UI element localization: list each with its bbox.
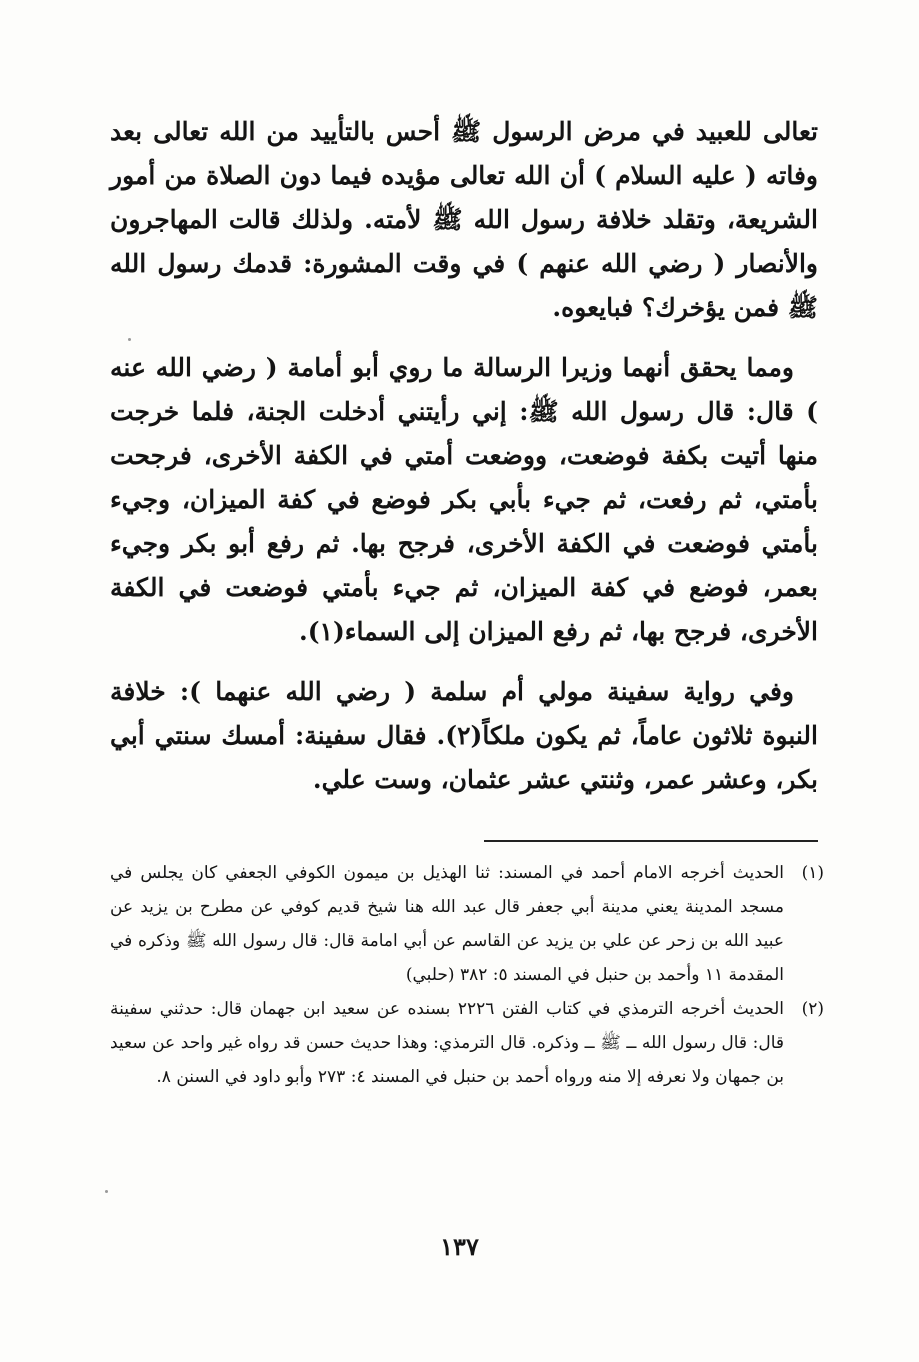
footnotes <box>110 856 824 1094</box>
footnote-number: (١) <box>801 863 824 883</box>
footnote-1 <box>110 856 824 992</box>
paragraph-2: ومما يحقق أنهما وزيرا الرسالة ما روي أبو أمامة ( رضي الله عنه ) قال: قال رسول الله ﷺ: إني رأيتني أدخلت الجنة، فلما خرجت منها أتيت بكفة فوضعت، ووضعت أمتي في الكفة الأخرى، فرجحت بأمتي، ثم رفعت، ثم جيء بأبي بكر فوضع في كفة الميزان، وجيء بأمتي فوضعت في الكفة الأخرى، فرجح بها. ثم رفع أبو بكر وجيء بعمر، فوضع في كفة الميزان، ثم جيء بأمتي فوضعت في الكفة الأخرى، فرجح بها، ثم رفع الميزان إلى السماء(١). <box>110 353 818 646</box>
footnote-separator <box>484 840 818 842</box>
footnote-number: (٢) <box>801 999 824 1019</box>
scan-speck <box>128 338 131 341</box>
paragraph-3: وفي رواية سفينة مولي أم سلمة ( رضي الله عنهما ): خلافة النبوة ثلاثون عاماً، ثم يكون ملكاً(٢). فقال سفينة: أمسك سنتي أبي بكر، وعشر عمر، وثنتي عشر عثمان، وست علي. <box>110 677 818 794</box>
footnote-text: الحديث أخرجه الترمذي في كتاب الفتن ٢٢٢٦ بسنده عن سعيد ابن جهمان قال: حدثني سفينة قال: قال رسول الله ــ ﷺ ــ وذكره. قال الترمذي: وهذا حديث حسن قد رواه غير واحد عن سعيد بن جمهان ولا نعرفه إلا منه ورواه أحمد بن حنبل في المسند ٤: ٢٧٣ وأبو داود في السنن ٨. <box>110 999 785 1087</box>
main-text <box>110 110 818 818</box>
paragraph-1: تعالى للعبيد في مرض الرسول ﷺ أحس بالتأييد من الله تعالى بعد وفاته ( عليه السلام ) أن الله تعالى مؤيده فيما دون الصلاة من أمور الشريعة، وتقلد خلافة رسول الله ﷺ لأمته. ولذلك قالت المهاجرون والأنصار ( رضي الله عنهم ) في وقت المشورة: قدمك رسول الله ﷺ فمن يؤخرك؟ فبايعوه. <box>110 117 818 322</box>
footnote-text: الحديث أخرجه الامام أحمد في المسند: ثنا الهذيل بن ميمون الكوفي الجعفي كان يجلس في مسجد المدينة يعني مدينة أبي جعفر قال عبد الله هنا شيخ قديم كوفي عن مطرح بن يزيد عن عبيد الله بن زحر عن علي بن يزيد عن القاسم عن أبي امامة قال: قال رسول الله ﷺ وذكره في المقدمة ١١ وأحمد بن حنبل في المسند ٥: ٣٨٢ (حلبي) <box>110 863 784 985</box>
footnote-2 <box>110 992 824 1094</box>
scan-speck <box>105 1190 108 1193</box>
page-number: ١٣٧ <box>440 1232 479 1261</box>
